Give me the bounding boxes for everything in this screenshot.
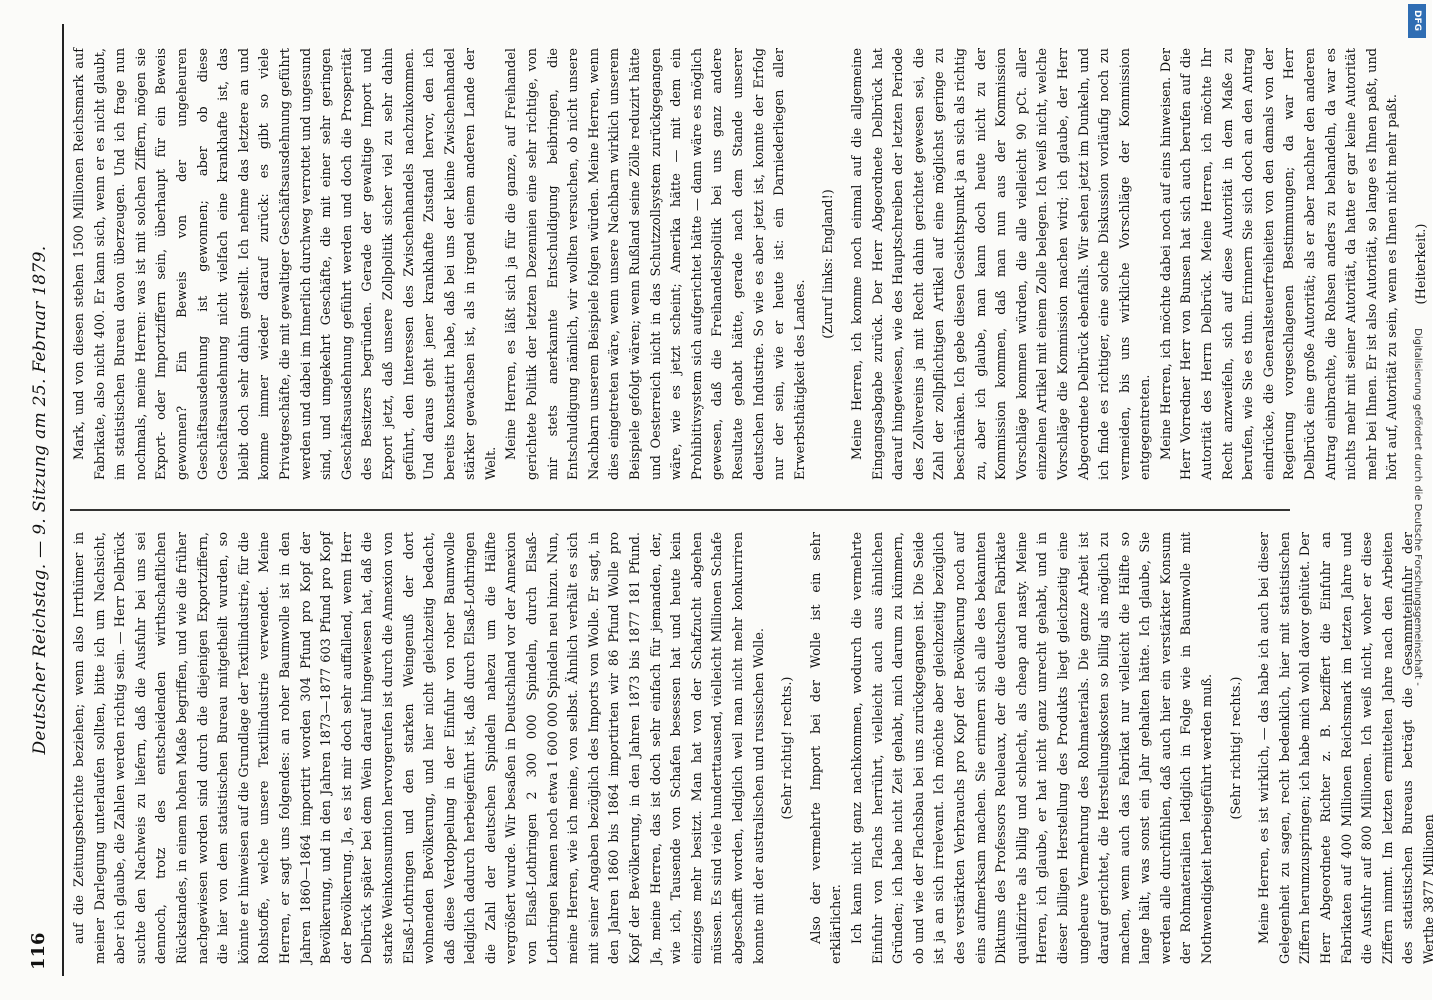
interjection: (Sehr richtig! rechts.): [780, 676, 796, 820]
paragraph: auf die Zeitungsberichte beziehen; wenn also Irrthümer in meiner Darlegung unterlaufen sollten, bitte ich um Nachsicht, aber ich glaube, die Zahlen werden richtig sein. — Herr Delbrück suchte den Nachweis zu liefern, daß die Ausfuhr bei uns sei dennoch, trotz des entscheidenden wirthschaftlichen Rückstandes, in einem hohen Maße begriffen, und wie die früher nachgewiesen worden sind durch die diejenigen Exportziffern, die hier von dem statistischen Bureau mitgetheilt wurden, so könnte er hinweisen auf die Grundlage der Textilindustrie, für die Rohstoffe, welche unsere Textilindustrie verwendet. Meine Herren, er sagt uns folgendes: an roher Baumwolle ist in den Jahren 1860—1864 importirt worden 304 Pfund pro Kopf der Bevölkerung, und in den Jahren 1873—1877 603 Pfund pro Kopf der Bevölkerung. Ja, es ist mir doch sehr auffallend, wenn Herr Delbrück später bei dem Wein darauf hingewiesen hat, daß die starke Weinkonsumtion hervorgerufen ist durch die Annexion von Elsaß-Lothringen und den starken Weingenuß der dort wohnenden Bevölkerung, und hier nicht gleichzeitig bedacht, daß diese Verdoppelung in der Einfuhr von roher Baumwolle lediglich dadurch herbeigeführt ist, daß durch Elsaß-Lothringen die Zahl der deutschen Spindeln nahezu um die Hälfte vergrößert wurde. Wir besaßen in Deutschland vor der Annexion von Elsaß-Lothringen 2 300 000 Spindeln, durch Elsaß-Lothringen kamen noch etwa 1 600 000 Spindeln neu hinzu. Nun, meine Herren, wie ich meine, von selbst. Ähnlich verhält es sich mit seiner Angaben bezüglich des Imports von Wolle. Er sagt, in den Jahren 1860 bis 1864 importirten wir 86 Pfund Wolle pro Kopf der Bevölkerung, in den Jahren 1873 bis 1877 181 Pfund. Ja, meine Herren, das ist doch sehr einfach für jemanden, der, wie ich, Tausende von Schafen besessen hat und heute kein einziges mehr besitzt. Man hat von der Schafzucht abgehen müssen. Es sind viele hunderttausend, vielleicht Millionen Schafe abgeschafft worden, lediglich weil man nicht mehr konkurriren konnte mit der australischen und russischen Wolle.: [72, 532, 767, 964]
paragraph: Ich kann nicht ganz nachkommen, wodurch die vermehrte Einfuhr von Flachs herrührt, vielleicht auch aus ähnlichen Gründen; ich habe nicht Zeit gehabt, mich darum zu kümmern, ob und wie der Flachsbau bei uns zurückgegangen ist. Die Seide ist ja an sich irrelevant. Ich möchte aber gleichzeitig bezüglich des verstärkten Verbrauchs pro Kopf der Bevölkerung noch auf eins aufmerksam machen. Sie erinnern sich alle des bekannten Diktums des Professors Reuleaux, der die deutschen Fabrikate qualifizirte als billig und schlecht, als cheap and nasty. Meine Herren, ich glaube, er hat nicht ganz unrecht gehabt, und in dieser billigen Herstellung des Produkts liegt gleichzeitig eine ungeheure Vermehrung des Rohmaterials. Die ganze Arbeit ist darauf gerichtet, die Herstellungskosten so billig als möglich zu machen, wenn auch das Fabrikat nur vielleicht die Hälfte so lange hält, was sonst ein Jahr gehalten hätte. Ich glaube, Sie werden alle durchfühlen, daß auch hier ein verstärkter Konsum der Rohmaterialien lediglich in Folge wie in Baumwolle mit Nothwendigkeit herbeigeführt werden muß.: [849, 532, 1216, 964]
paragraph: Meine Herren, es ist wirklich, — das habe ich auch bei dieser Gelegenheit zu sagen, recht bedenklich, hier mit statistischen Ziffern herumzuspringen; ich habe mich wohl davor gehütet. Der Herr Abgeordnete Richter z. B. beziffert die Einfuhr an Fabrikaten auf 400 Millionen Reichsmark im letzten Jahre und die Ausfuhr auf 800 Millionen. Ich weiß nicht, woher er diese Ziffern nimmt. Im letzten ermittelten Jahre nach den Arbeiten des statistischen Bureaus beträgt die Gesammteinfuhr der Werthe 3877 Millionen: [1257, 532, 1437, 964]
paragraph: Meine Herren, ich möchte dabei noch auf eins hinweisen. Der Herr Vorredner Herr von Bunsen hat sich auch berufen auf die Autorität des Herrn Delbrück. Meine Herren, ich möchte Ihr Recht anzweifeln, sich auf diese Autorität in dem Maße zu berufen, wie Sie es thun. Erinnern Sie sich doch an den Antrag eindrücke, die Generalsteuerfreiheiten von den damals von der Regierung vorgeschlagenen Bestimmungen; da war Herr Delbrück eine große Autorität; als er aber nachher den anderen Antrag einbrachte, die Rohsen anders zu behandeln, da war es nichts mehr mit seiner Autorität, da hatte er gar keine Autorität mehr bei Ihnen. Er ist also Autorität, so lange es Ihnen paßt, und hört auf, Autorität zu sein, wenn es Ihnen nicht mehr paßt.: [1158, 48, 1401, 480]
left-column: [70, 532, 1437, 964]
running-head: [22, 24, 64, 976]
running-title: Deutscher Reichstag. — 9. Sitzung am 25. Februar 1879.: [30, 245, 50, 755]
digitization-credit: [1406, 0, 1428, 1000]
credit-text: Digitalisierung gefördert durch die Deutsche Forschungsgemeinschaft -: [1412, 328, 1423, 686]
interjection: (Sehr richtig! rechts.): [1228, 676, 1244, 820]
interjection: (Zuruf links: England!): [821, 189, 837, 339]
paragraph: Meine Herren, ich komme noch einmal auf die allgemeine Eingangsabgabe zurück. Der Herr Abgeordnete Delbrück hat darauf hingewiesen, wie des Hauptschreiben der letzten Periode des Zollvereins ja mit Recht dahin gerichtet gewesen sei, die Zahl der zollpflichtigen Artikel auf eine möglichst geringe zu beschränken. Ich gebe diesen Gesichtspunkt ja an sich als richtig zu, aber ich glaube, man kann doch heute nicht zu der Kommission kommen, daß man nun aus der Kommission Vorschläge kommen würden, die alle vielleicht 90 pCt. aller einzelnen Artikel mit einem Zolle belegen. Ich weiß nicht, welche Vorschläge die Kommission machen wird; ich glaube, der Herr Abgeordnete Delbrück ebenfalls. Wir sehen jetzt im Dunkeln, und ich finde es richtiger, eine solche Diskussion vorläufig noch zu vermeiden, bis uns wirkliche Vorschläge der Kommission entgegentreten.: [849, 48, 1154, 480]
page-number: 116: [28, 932, 49, 970]
paragraph: Also der vermehrte Import bei der Wolle ist ein sehr erklärlicher.: [808, 532, 845, 964]
right-column: [70, 47, 1429, 480]
paragraph: Meine Herren, es läßt sich ja für die ganze, auf Freihandel gerichtete Politik der letzten Dezennien eine sehr richtige, von mir stets anerkannte Entschuldigung beibringen, die Entschuldigung nämlich, wir wollten versuchen, ob nicht unsere Nachbarn unserem Beispiele folgen würden. Meine Herren, wenn dies eingetreten wäre, wenn unsere Nachbarn wirklich unserem Beispiele gefolgt wären; wenn Rußland seine Zölle reduzirt hätte und Oesterreich nicht in das Schutzzollsystem zurückgegangen wäre, wie es jetzt scheint; Amerika hätte — mit dem ein Prohibitivsystem sich aufgerichtet hätte — dann wäre es möglich gewesen, daß die Freihandelspolitik bei uns ganz andere Resultate gehabt hätte, gerade nach dem Stande unserer deutschen Industrie. So wie es aber jetzt ist, konnte der Erfolg nur der sein, wie er heute ist: ein Darniederliegen aller Erwerbsthätigkeit des Landes.: [504, 47, 808, 480]
paragraph: Mark, und von diesen stehen 1500 Millionen Reichsmark auf Fabrikate, also nicht 400. Er kann sich, wenn er es nicht glaubt, im statistischen Bureau davon überzeugen. Und ich frage nun nochmals, meine Herren: was ist mit solchen Ziffern, mögen sie Export- oder Importziffern sein, überhaupt für ein Beweis gewonnen? Ein Beweis von der ungeheuren Geschäftsausdehnung ist gewonnen; aber ob diese Geschäftsausdehnung nicht vielfach eine krankhafte ist, das bleibt doch sehr dahin gestellt. Ich nehme das letztere an und komme immer wieder darauf zurück: es gibt so viele Privatgeschäfte, die mit gewaltiger Geschäftsausdehnung geführt werden und dabei im Innerlich durchweg verrottet und ungesund sind, und umgekehrt Geschäfte, die mit einer sehr geringen Geschäftsausdehnung geführt werden und doch die Prosperität des Besitzers begründen. Gerade der gewaltige Import und Export jetzt, daß unsere Zollpolitik sicher viel zu sehr dahin geführt, den Interessen des Zwischenhandels nachzukommen. Und daraus geht jener krankhafte Zustand hervor, den ich bereits konstatirt habe, daß bei uns der kleine Zwischenhandel stärker gewachsen ist, als in irgend einem anderen Lande der Welt.: [72, 48, 499, 480]
interjection: (Heiterkeit.): [1414, 223, 1429, 305]
column-divider: [70, 509, 1290, 511]
dfg-logo: DFG: [1408, 4, 1426, 38]
